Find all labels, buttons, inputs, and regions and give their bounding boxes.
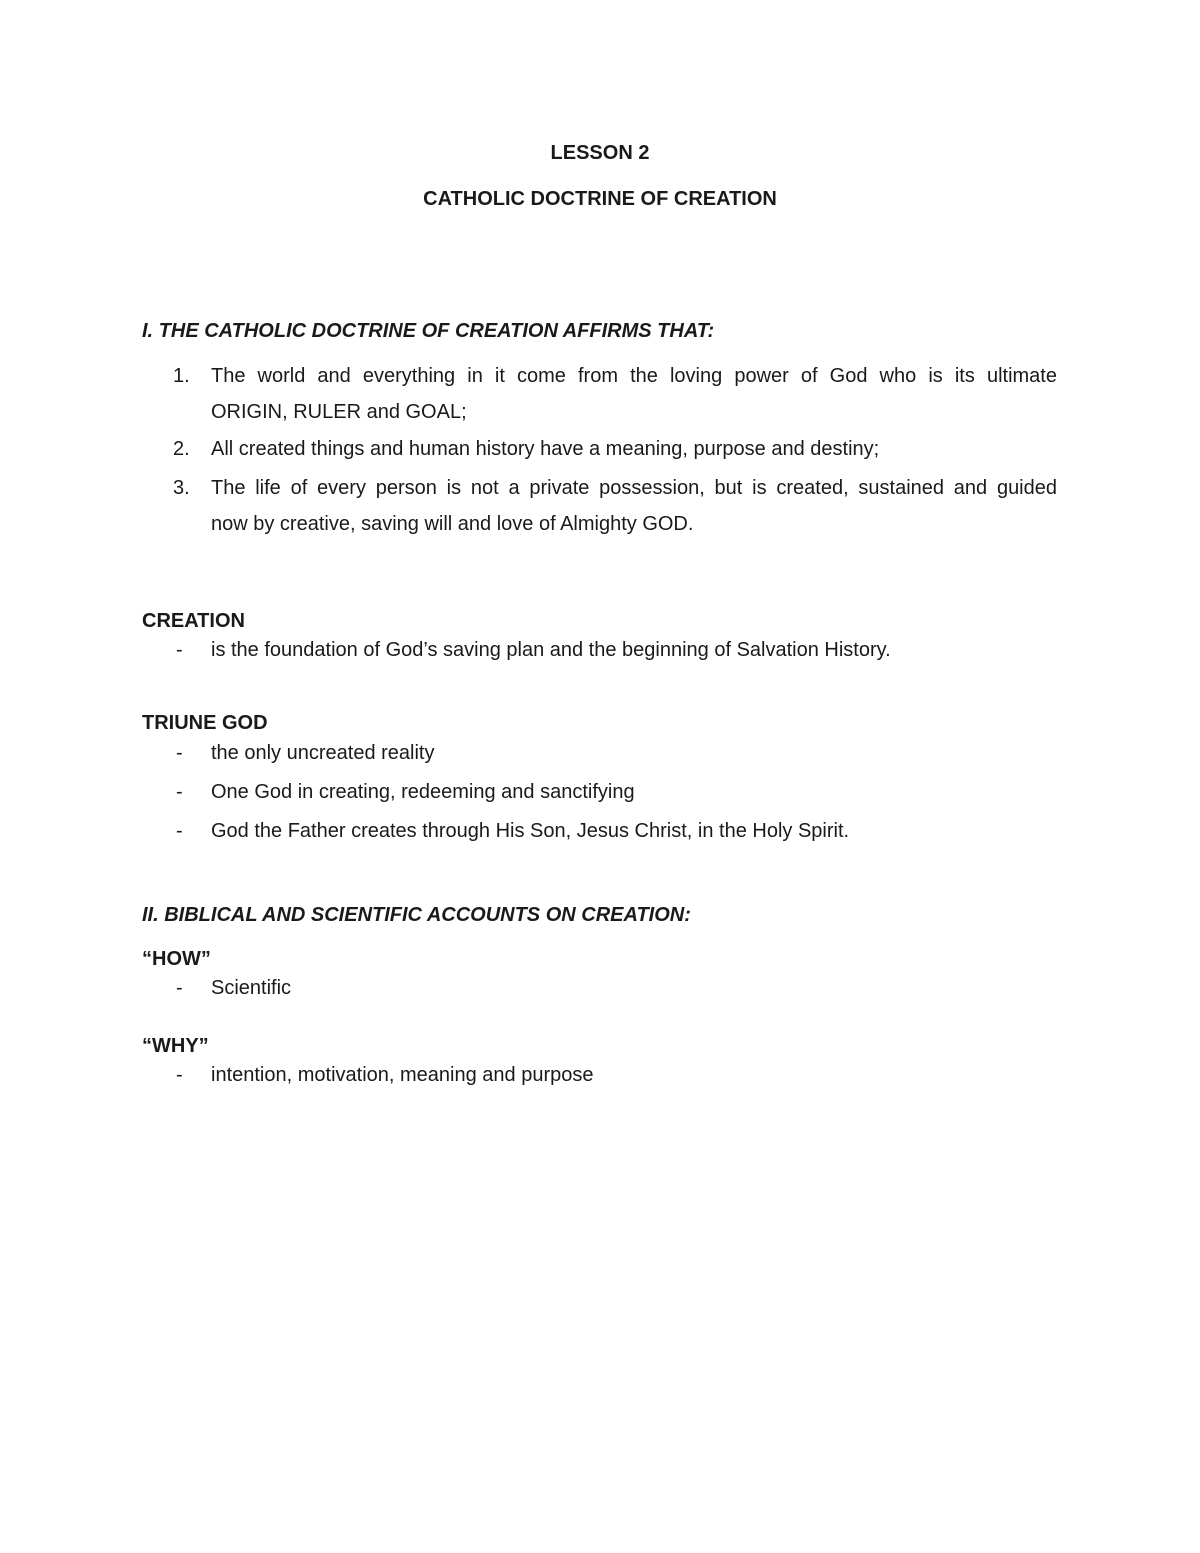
bullet-text: One God in creating, redeeming and sanctifying bbox=[211, 781, 635, 803]
how-heading: “HOW” bbox=[142, 948, 211, 970]
bullet-text: intention, motivation, meaning and purpose bbox=[211, 1064, 594, 1086]
bullet-text: God the Father creates through His Son, Jesus Christ, in the Holy Spirit. bbox=[211, 820, 850, 842]
bullet-dash: - bbox=[176, 639, 183, 661]
why-heading: “WHY” bbox=[142, 1035, 209, 1057]
lesson-title: CATHOLIC DOCTRINE OF CREATION bbox=[423, 188, 777, 210]
list-item-text: The world and everything in it come from the loving power of God who is its ultimate bbox=[211, 365, 1057, 387]
list-item-number: 2. bbox=[173, 438, 190, 460]
bullet-dash: - bbox=[176, 820, 183, 842]
list-item-text: The life of every person is not a private possession, but is created, sustained and guided bbox=[211, 477, 1057, 499]
creation-heading: CREATION bbox=[142, 610, 245, 632]
bullet-dash: - bbox=[176, 742, 183, 764]
section-1-heading: I. THE CATHOLIC DOCTRINE OF CREATION AFFIRMS THAT: bbox=[142, 320, 715, 342]
list-item-text: All created things and human history have a meaning, purpose and destiny; bbox=[211, 438, 880, 460]
lesson-label: LESSON 2 bbox=[550, 142, 650, 164]
bullet-text: Scientific bbox=[211, 977, 292, 999]
list-item-number: 1. bbox=[173, 365, 190, 387]
bullet-dash: - bbox=[176, 1064, 183, 1086]
bullet-dash: - bbox=[176, 781, 183, 803]
section-2-heading: II. BIBLICAL AND SCIENTIFIC ACCOUNTS ON CREATION: bbox=[142, 904, 691, 926]
list-item-number: 3. bbox=[173, 477, 190, 499]
bullet-text: the only uncreated reality bbox=[211, 742, 435, 764]
triune-god-heading: TRIUNE GOD bbox=[142, 712, 268, 734]
list-item-text-continuation: now by creative, saving will and love of Almighty GOD. bbox=[211, 513, 694, 535]
bullet-text: is the foundation of God’s saving plan and the beginning of Salvation History. bbox=[211, 639, 891, 661]
bullet-dash: - bbox=[176, 977, 183, 999]
list-item-text-continuation: ORIGIN, RULER and GOAL; bbox=[211, 401, 467, 423]
